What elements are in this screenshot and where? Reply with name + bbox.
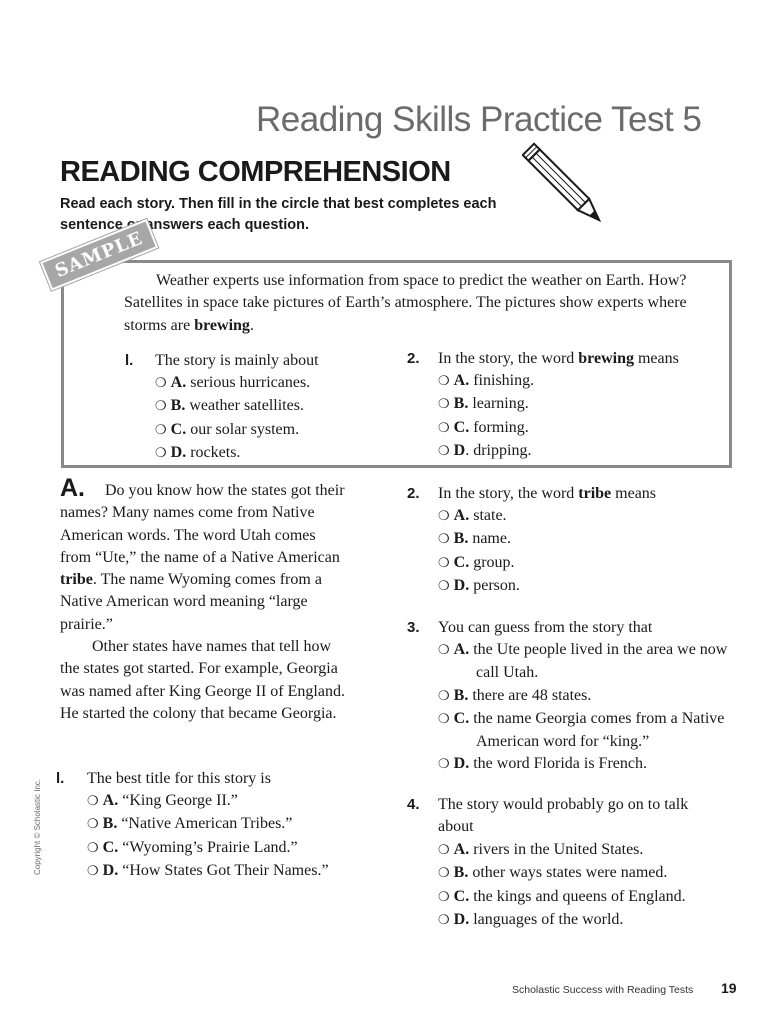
footer-book-title: Scholastic Success with Reading Tests	[512, 984, 694, 996]
sample-q1-options	[155, 372, 310, 465]
story-a-q1-stem: The best title for this story is	[87, 770, 271, 787]
radio-circle-icon[interactable]: ❍	[87, 863, 99, 879]
option[interactable]: ❍ B. there are 48 states.	[438, 686, 592, 704]
radio-circle-icon[interactable]: ❍	[87, 840, 99, 856]
option[interactable]: ❍ A. “King George II.”	[87, 792, 238, 809]
story-a-paragraph-2: Other states have names that tell how the states got started. For example, Georgia was named after King George II of England. He started the colony that became Georgia.	[60, 638, 345, 722]
option[interactable]: ❍ B. “Native American Tribes.”	[87, 815, 293, 833]
story-a-q3-number: 3.	[407, 619, 420, 636]
option[interactable]: ❍ C. our solar system.	[155, 420, 300, 438]
radio-circle-icon[interactable]: ❍	[438, 420, 450, 436]
radio-circle-icon[interactable]: ❍	[438, 688, 450, 704]
option[interactable]: ❍ C. the kings and queens of England.	[438, 887, 686, 905]
story-a-q2-stem: In the story, the word tribe means	[438, 485, 657, 502]
copyright-notice: Copyright © Scholastic Inc.	[33, 778, 42, 875]
story-a-q4-options	[438, 839, 686, 932]
option[interactable]: ❍ D. the word Florida is French.	[438, 755, 647, 773]
radio-circle-icon[interactable]: ❍	[155, 445, 167, 461]
option[interactable]: ❍ A. the Ute people lived in the area we now call Utah.	[438, 641, 728, 682]
radio-circle-icon[interactable]: ❍	[438, 578, 450, 594]
sample-q1-stem: The story is mainly about	[155, 352, 319, 369]
radio-circle-icon[interactable]: ❍	[155, 376, 167, 391]
sample-q2-number: 2.	[407, 350, 420, 367]
radio-circle-icon[interactable]: ❍	[438, 443, 450, 459]
radio-circle-icon[interactable]: ❍	[438, 532, 450, 548]
radio-circle-icon[interactable]: ❍	[438, 866, 450, 882]
story-a-paragraph-1: Do you know how the states got their names? Many names come from Native American words. The word Utah comes from “Ute,” the name of a Native American tribe. The name Wyoming comes from a Native American word meaning “large prairie.”	[60, 482, 345, 633]
radio-circle-icon[interactable]: ❍	[438, 843, 450, 858]
option[interactable]: ❍ A. serious hurricanes.	[155, 374, 311, 391]
sample-stamp: SAMPLE	[40, 219, 158, 291]
story-a-q2-options	[438, 505, 520, 598]
option[interactable]: ❍ D. rockets.	[155, 443, 241, 461]
story-a-q2-number: 2.	[407, 485, 420, 502]
option[interactable]: ❍ B. other ways states were named.	[438, 864, 668, 882]
radio-circle-icon[interactable]: ❍	[438, 889, 450, 905]
radio-circle-icon[interactable]: ❍	[438, 555, 450, 571]
option[interactable]: ❍ D. dripping.	[438, 441, 532, 459]
radio-circle-icon[interactable]: ❍	[87, 817, 99, 833]
option[interactable]: ❍ C. “Wyoming’s Prairie Land.”	[87, 838, 298, 856]
instructions: Read each story. Then fill in the circle that best completes each sentence or answers each question.	[60, 196, 497, 233]
option[interactable]: ❍ A. state.	[438, 507, 507, 524]
radio-circle-icon[interactable]: ❍	[438, 374, 450, 389]
pencil-icon	[522, 142, 614, 236]
option[interactable]: ❍ D. “How States Got Their Names.”	[87, 861, 329, 879]
radio-circle-icon[interactable]: ❍	[155, 399, 167, 415]
story-a-q4-number: 4.	[407, 796, 420, 813]
option[interactable]: ❍ D. person.	[438, 576, 520, 594]
radio-circle-icon[interactable]: ❍	[155, 422, 167, 438]
page-number: 19	[721, 980, 737, 996]
option[interactable]: ❍ C. group.	[438, 553, 515, 571]
sample-q2-options	[438, 370, 534, 463]
option[interactable]: ❍ A. rivers in the United States.	[438, 841, 644, 858]
option[interactable]: ❍ B. weather satellites.	[155, 397, 304, 415]
radio-circle-icon[interactable]: ❍	[438, 757, 450, 773]
story-a-q1-options	[87, 790, 329, 883]
radio-circle-icon[interactable]: ❍	[438, 643, 450, 658]
sample-passage: Weather experts use information from space to predict the weather on Earth. How? Satellites in space take pictures of Earth’s atmosphere. The pictures show experts where storms are brewing.	[124, 272, 687, 334]
radio-circle-icon[interactable]: ❍	[438, 912, 450, 928]
test-title: Reading Skills Practice Test 5	[256, 100, 702, 139]
story-a-passage	[60, 480, 350, 725]
story-a-q3-options	[438, 639, 728, 777]
option[interactable]: ❍ B. learning.	[438, 395, 529, 413]
radio-circle-icon[interactable]: ❍	[87, 794, 99, 809]
option[interactable]: ❍ B. name.	[438, 530, 511, 548]
option[interactable]: ❍ D. languages of the world.	[438, 910, 624, 928]
radio-circle-icon[interactable]: ❍	[438, 711, 450, 727]
option[interactable]: ❍ A. finishing.	[438, 372, 535, 389]
option[interactable]: ❍ C. the name Georgia comes from a Native American word for “king.”	[438, 709, 725, 751]
story-a-letter: A.	[60, 474, 85, 502]
story-a-q3-stem: You can guess from the story that	[438, 619, 653, 636]
sample-q2-stem: In the story, the word brewing means	[438, 350, 679, 367]
radio-circle-icon[interactable]: ❍	[438, 509, 450, 524]
story-a-q1-number: l.	[56, 770, 65, 787]
option[interactable]: ❍ C. forming.	[438, 418, 529, 436]
radio-circle-icon[interactable]: ❍	[438, 397, 450, 413]
section-heading: READING COMPREHENSION	[60, 156, 451, 188]
sample-q1-number: l.	[125, 352, 134, 369]
story-a-q4-stem: The story would probably go on to talk about	[438, 796, 689, 836]
